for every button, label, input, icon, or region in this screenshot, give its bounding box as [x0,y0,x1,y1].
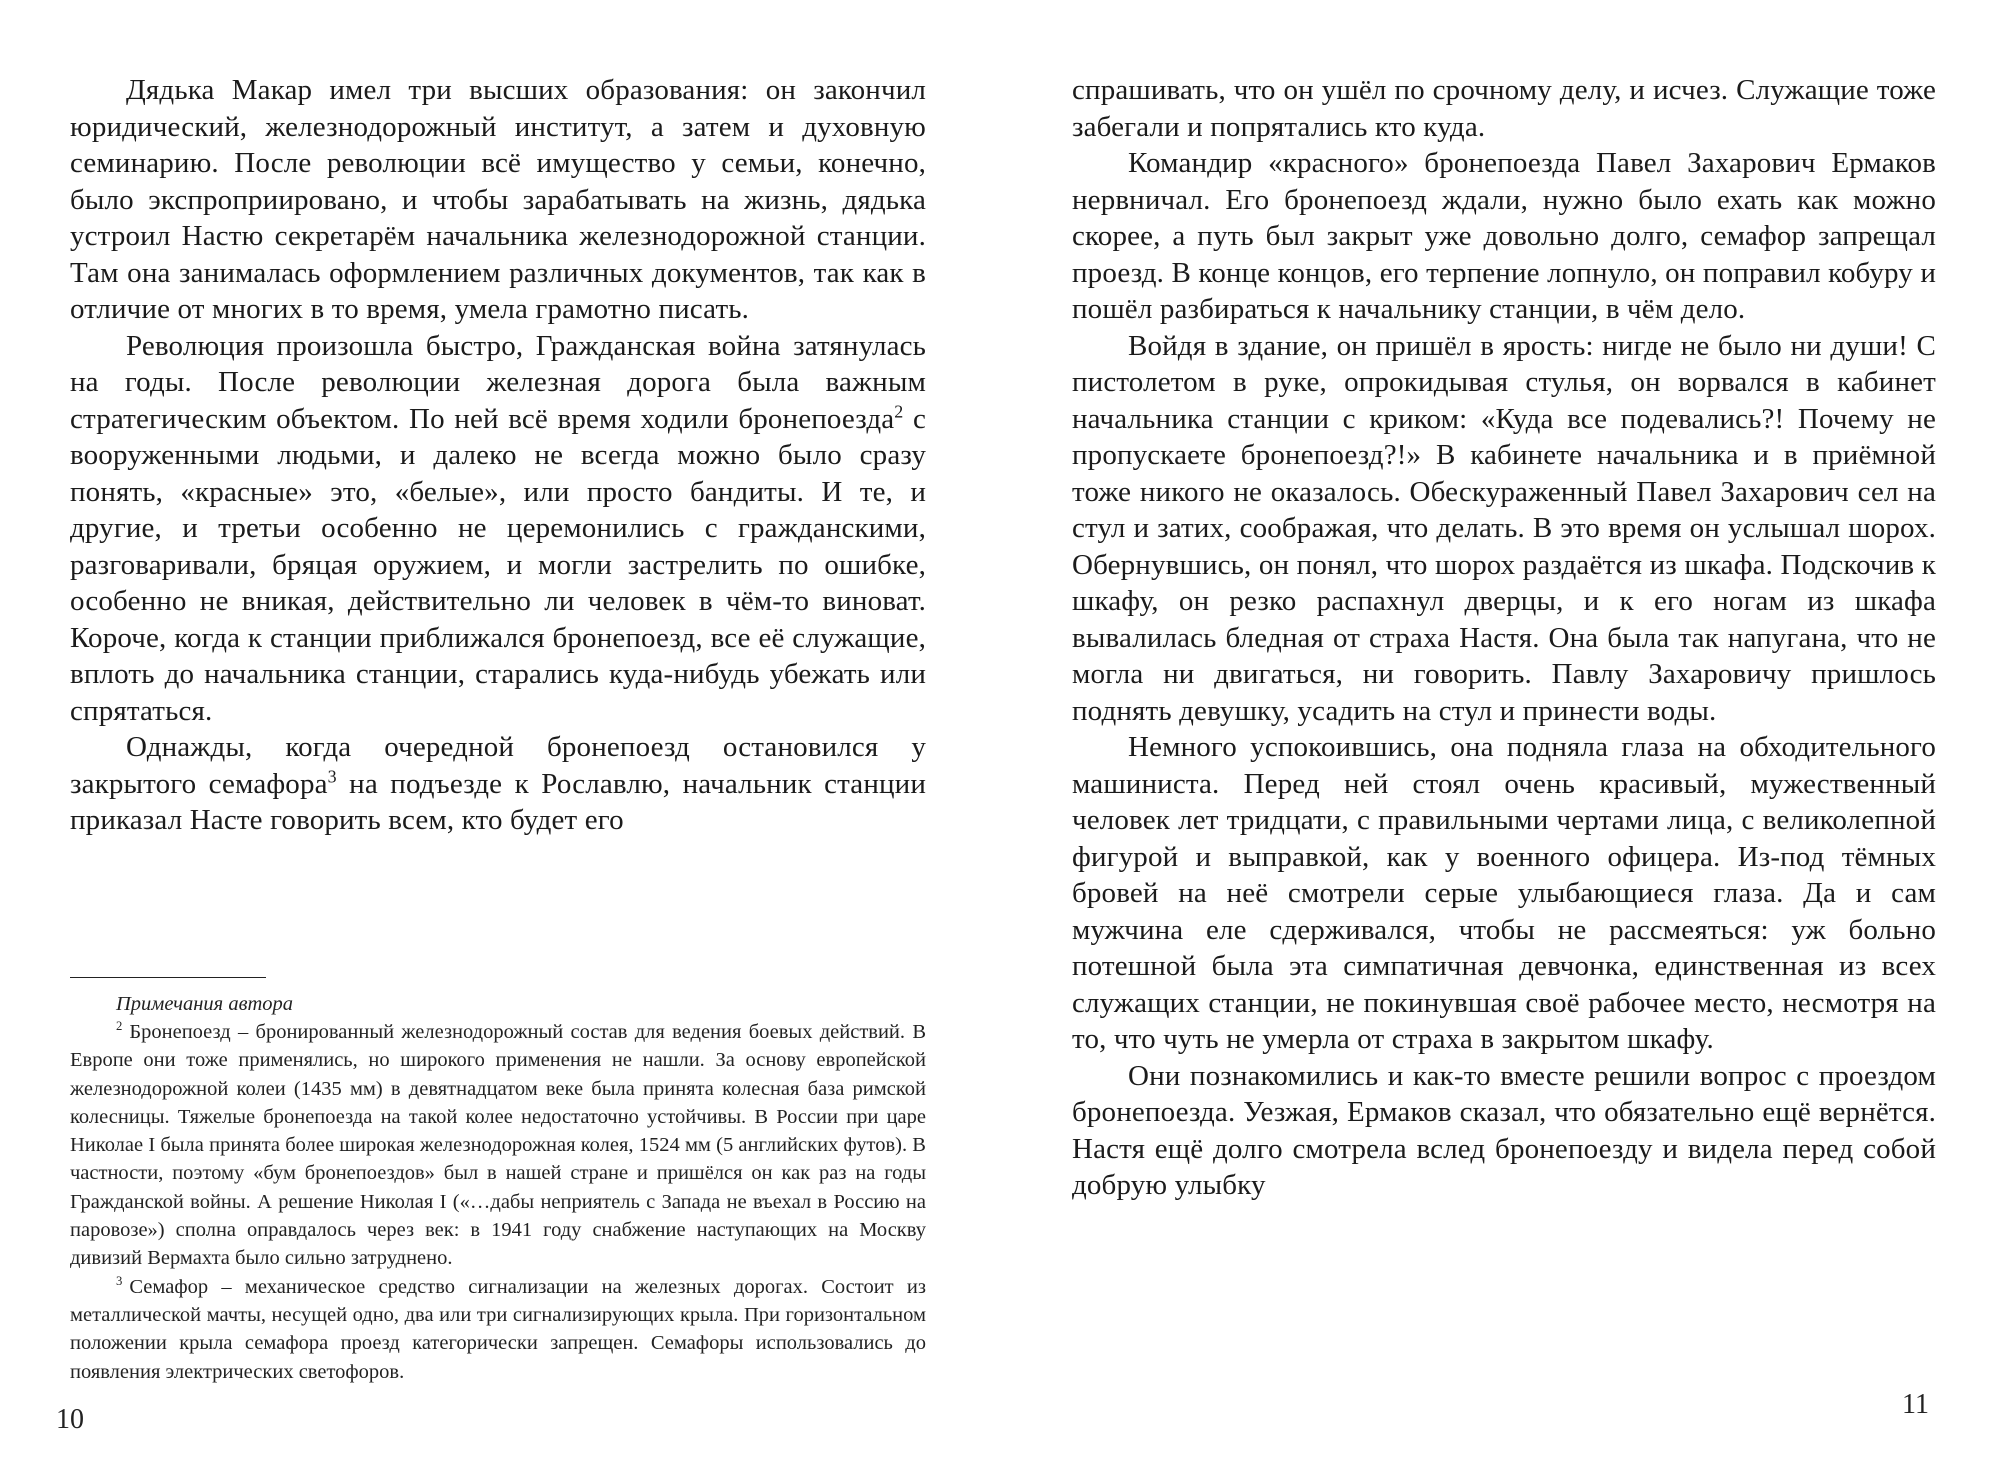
paragraph-text: на подъезде к Рославлю, начальник станции приказал Насте говорить всем, кто будет его [70,767,927,836]
left-page-body-text [70,72,926,839]
footnotes-section [70,990,926,1386]
left-paragraph-1: Дядька Макар имел три высших образования: он закончил юридический, железнодорожный институт, а затем и духовную семинарию. После революции всё имущество у семьи, конечно, было экспроприировано, и чтобы зарабатывать на жизнь, дядька устроил Настю секретарём начальника железнодорожной станции. Там она занималась оформлением различных документов, так как в отличие от многих в то время, умела грамотно писать. [70,74,926,325]
right-page [1000,0,2000,1466]
left-paragraph-2 [70,328,926,730]
right-paragraph-4: Немного успокоившись, она подняла глаза на обходительного машиниста. Перед ней стоял очень красивый, мужественный человек лет тридцати, с правильными чертами лица, с великолепной фигурой и выправкой, как у военного офицера. Из-под тёмных бровей на неё смотрели серые улыбающиеся глаза. Да и сам мужчина еле сдерживался, чтобы не рассмеяться: уж больно потешной была эта симпатичная девчонка, единственная из всех служащих станции, не покинувшая своё рабочее место, несмотря на то, что чуть не умерла от страха в закрытом шкафу. [1072,731,1936,1055]
left-paragraph-3 [70,729,926,839]
footnote-text: Бронепоезд – бронированный железнодорожный состав для ведения боевых действий. В Европе они тоже применялись, но широкого применения не нашли. За основу европейской железнодорожной колеи (1435 мм) в девятнадцатом веке была принята колесная база римской колесницы. Тяжелые бронепоезда на такой колее недостаточно устойчивы. В России при царе Николае I была принята более широкая железнодорожная колея, 1524 мм (5 английских футов). В частности, поэтому «бум бронепоездов» был в нашей стране и пришёлся он как раз на годы Гражданской войны. А решение Николая I («…дабы неприятель с Запада не въехал в Россию на паровозе») сполна оправдалось через век: в 1941 году снабжение наступающих на Москву дивизий Вермахта было сильно затруднено. [70,1021,926,1270]
footnote-text: Семафор – механическое средство сигнализации на железных дорогах. Состоит из металлической мачты, несущей одно, два или три сигнализирующих крыла. При горизонтальном положении крыла семафора проезд категорически запрещен. Семафоры использовались до появления электрических светофоров. [70,1275,926,1383]
page-number-left: 10 [56,1404,84,1435]
right-paragraph-3: Войдя в здание, он пришёл в ярость: нигде не было ни души! С пистолетом в руке, опрокидывая стулья, он ворвался в кабинет начальника станции с криком: «Куда все подевались?! Почему не пропускаете бронепоезд?!» В кабинете начальника и в приёмной тоже никого не оказалось. Обескураженный Павел Захарович сел на стул и затих, соображая, что делать. В это время он услышал шорох. Обернувшись, он понял, что шорох раздаётся из шкафа. Подскочив к шкафу, он резко распахнул дверцы, и к его ногам из шкафа вывалилась бледная от страха Настя. Она была так напугана, что не могла ни двигаться, ни говорить. Павлу Захаровичу пришлось поднять девушку, усадить на стул и принести воды. [1072,329,1936,727]
page-number-right: 11 [1902,1389,1929,1420]
footnote-separator-rule [70,977,266,978]
right-paragraph-2: Командир «красного» бронепоезда Павел Захарович Ермаков нервничал. Его бронепоезд ждали, нужно было ехать как можно скорее, а путь был закрыт уже довольно долго, семафор запрещал проезд. В конце концов, его терпение лопнуло, он поправил кобуру и пошёл разбираться к начальнику станции, в чём дело. [1072,147,1936,325]
right-paragraph-5: Они познакомились и как-то вместе решили вопрос с проездом бронепоезда. Уезжая, Ермаков сказал, что обязательно ещё вернётся. Настя ещё долго смотрела вслед бронепоезду и видела перед собой добрую улыбку [1072,1059,1936,1201]
footnotes-heading: Примечания автора [116,993,294,1015]
paragraph-text: с вооруженными людьми, и далеко не всегда можно было сразу понять, «красные» это, «белые», или просто бандиты. И те, и другие, и третьи особенно не церемонились с гражданскими, разговаривали, бряцая оружием, и могли застрелить по ошибке, особенно не вникая, действительно ли человек в чём-то виноват. Короче, когда к станции приближался бронепоезд, все её служащие, вплоть до начальника станции, старались куда-нибудь убежать или спрятаться. [70,402,926,727]
footnote-mark: 3 [116,1273,123,1288]
right-paragraph-1: спрашивать, что он ушёл по срочному делу, и исчез. Служащие тоже забегали и попрятались кто куда. [1072,74,1936,143]
footnote-reference-2: 2 [894,400,904,421]
footnote-reference-3: 3 [327,765,337,786]
paragraph-text: Революция произошла быстро, Гражданская война затянулась на годы. После революции железная дорога была важным стратегическим объектом. По ней всё время ходили бронепоезда [70,329,926,435]
paragraph-text: Однажды, когда очередной бронепоезд остановился у закрытого семафора [70,731,926,800]
right-page-body-text [1072,72,1936,1204]
footnote-mark: 2 [116,1019,123,1034]
footnote-2 [70,1018,926,1273]
footnote-3 [70,1273,926,1386]
